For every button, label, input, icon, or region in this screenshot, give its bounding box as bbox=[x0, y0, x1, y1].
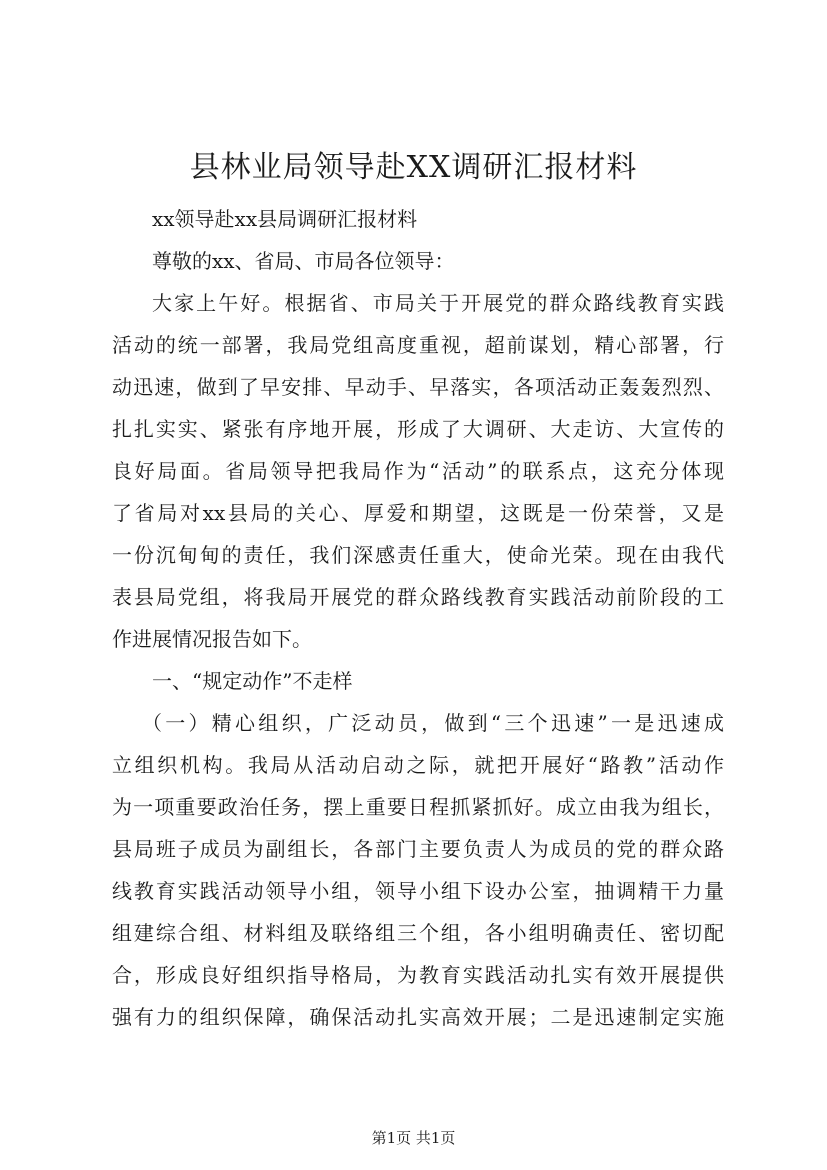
document-subtitle: xx领导赴xx县局调研汇报材料 bbox=[152, 207, 418, 231]
document-body bbox=[112, 198, 724, 1038]
paragraph-line: 立组织机构。我局从活动启动之际，就把开展好“路教”活动作 bbox=[112, 753, 724, 777]
paragraph-line: 表县局党组，将我局开展党的群众路线教育实践活动前阶段的工 bbox=[112, 585, 724, 609]
paragraph-line: 扎扎实实、紧张有序地开展，形成了大调研、大走访、大宣传的 bbox=[112, 417, 724, 441]
paragraph-line: 活动的统一部署，我局党组高度重视，超前谋划，精心部署，行 bbox=[112, 333, 724, 357]
paragraph-line: 合，形成良好组织指导格局，为教育实践活动扎实有效开展提供 bbox=[112, 963, 724, 987]
paragraph-line: 良好局面。省局领导把我局作为“活动”的联系点，这充分体现 bbox=[112, 459, 724, 483]
paragraph-line: 一份沉甸甸的责任，我们深感责任重大，使命光荣。现在由我代 bbox=[112, 543, 724, 567]
paragraph-2 bbox=[112, 702, 724, 1038]
paragraph-line: 组建综合组、材料组及联络组三个组，各小组明确责任、密切配 bbox=[112, 921, 724, 945]
document-title: 县林业局领导赴XX调研汇报材料 bbox=[189, 150, 638, 185]
section-heading: 一、“规定动作”不走样 bbox=[152, 669, 353, 693]
page-number: 第1页 共1页 bbox=[371, 1129, 456, 1147]
salutation: 尊敬的xx、省局、市局各位领导： bbox=[152, 249, 455, 273]
paragraph-line: 动迅速，做到了早安排、早动手、早落实，各项活动正轰轰烈烈、 bbox=[112, 375, 724, 399]
paragraph-line: 大家上午好。根据省、市局关于开展党的群众路线教育实践 bbox=[152, 291, 724, 315]
paragraph-line: 县局班子成员为副组长，各部门主要负责人为成员的党的群众路 bbox=[112, 837, 724, 861]
paragraph-line: 为一项重要政治任务，摆上重要日程抓紧抓好。成立由我为组长， bbox=[112, 795, 724, 819]
paragraph-1 bbox=[112, 282, 724, 660]
paragraph-line: 强有力的组织保障，确保活动扎实高效开展；二是迅速制定实施 bbox=[112, 1005, 724, 1029]
paragraph-line: 了省局对xx县局的关心、厚爱和期望，这既是一份荣誉，又是 bbox=[112, 501, 724, 525]
paragraph-line: （一）精心组织，广泛动员，做到“三个迅速”一是迅速成 bbox=[142, 711, 724, 735]
paragraph-line: 作进展情况报告如下。 bbox=[112, 627, 312, 651]
paragraph-line: 线教育实践活动领导小组，领导小组下设办公室，抽调精干力量 bbox=[112, 879, 724, 903]
